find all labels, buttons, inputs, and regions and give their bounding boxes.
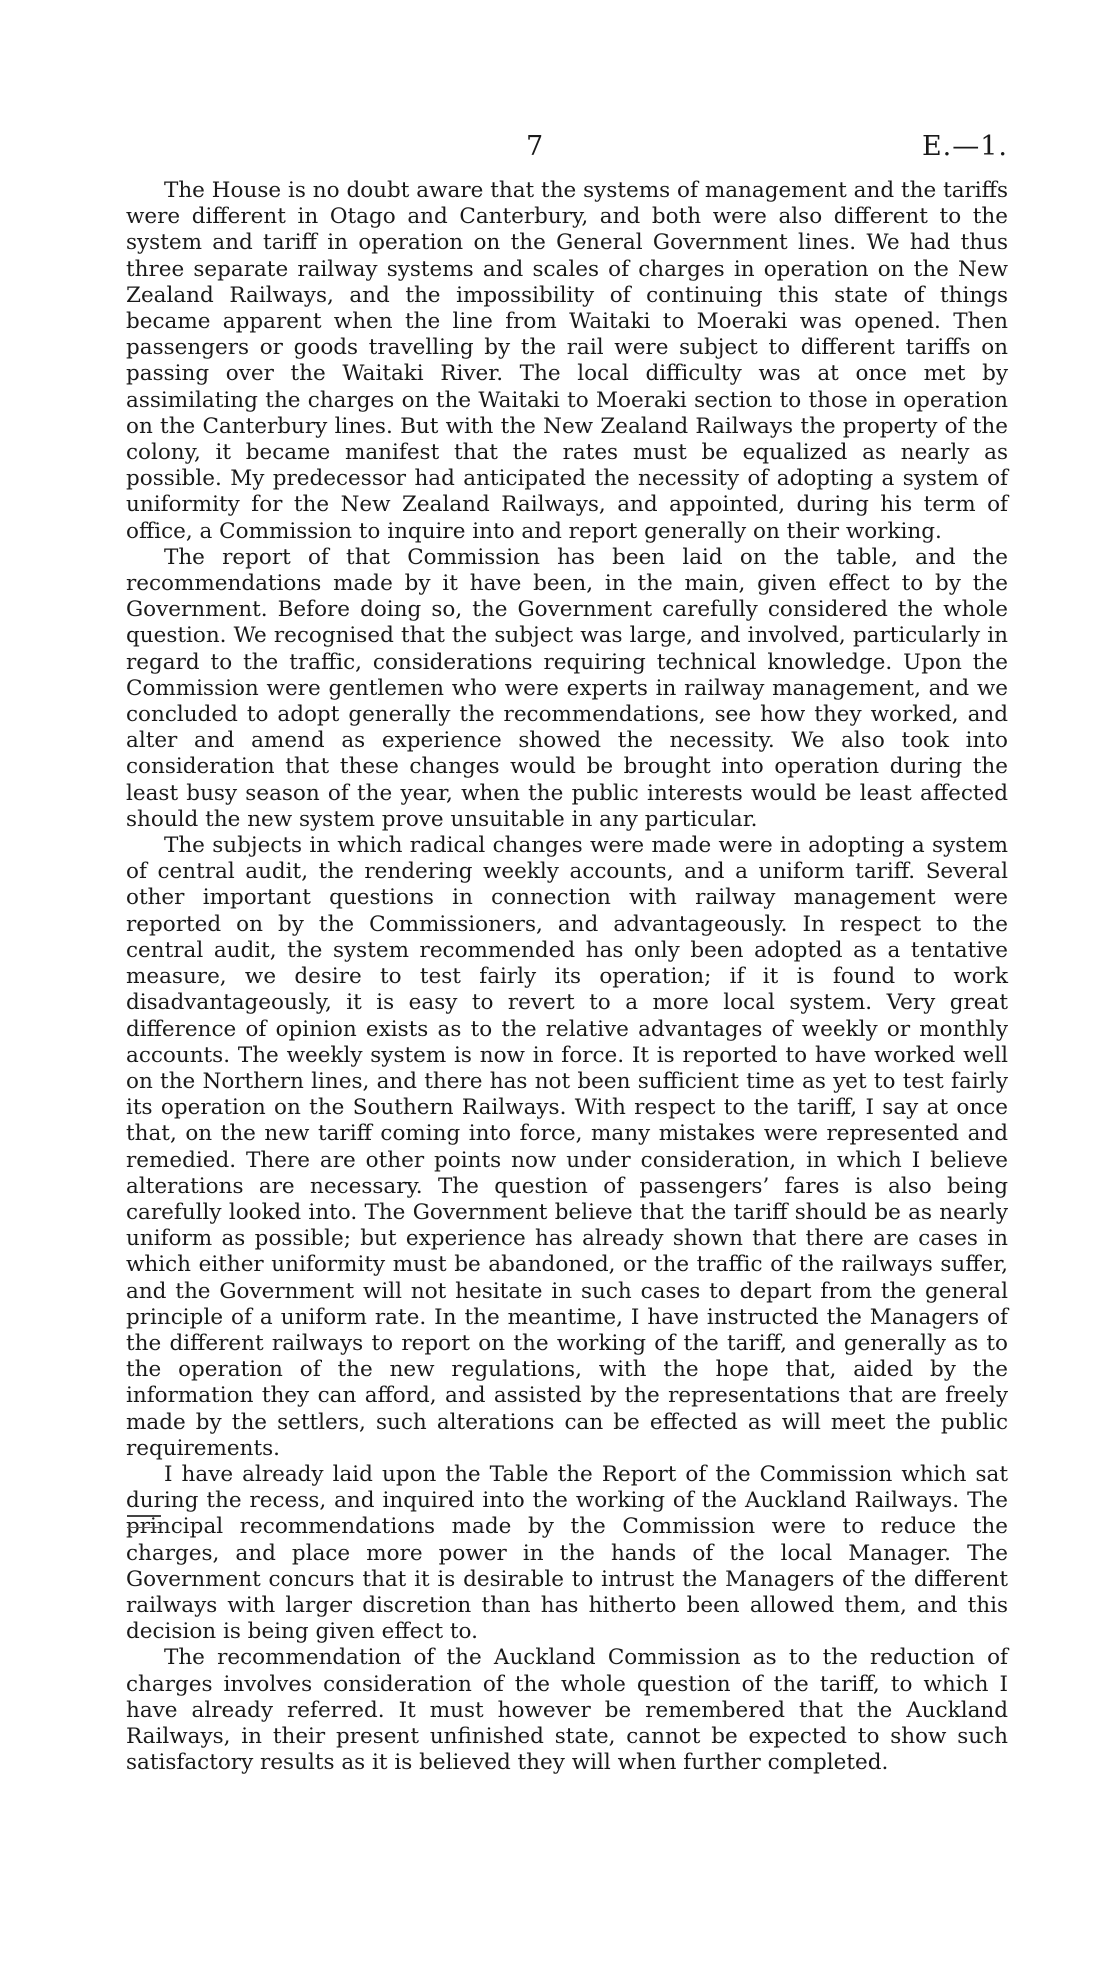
page-number: 7: [526, 131, 544, 162]
paragraph-systems-of-management: The House is no doubt aware that the systems of management and the tariffs were different in Otago and Canterbury, and both were also different to the system and tariff in operation on the General Government lines. We had thus three separate railway systems and scales of charges in operation on the New Zealand Railways, and the impossibility of continuing this state of things became apparent when the line from Waitaki to Moeraki was opened. Then passengers or goods travelling by the rail were subject to different tariffs on passing over the Waitaki River. The local difficulty was at once met by assimilating the charges on the Waitaki to Moeraki section to those in operation on the Canterbury lines. But with the New Zealand Railways the property of the colony, it became manifest that the rates must be equalized as nearly as possible. My predecessor had anticipated the necessity of adopting a system of uniformity for the New Zealand Railways, and appointed, during his term of office, a Commission to inquire into and report generally on their working.: [126, 178, 1008, 544]
paragraph-auckland-commission-report: I have already laid upon the Table the Report of the Commission which sat during the recess, and inquired into the working of the Auckland Railways. The principal recommendations made by the Commission were to reduce the charges, and place more power in the hands of the local Manager. The Government concurs that it is desirable to intrust the Managers of the different railways with larger discretion than has hitherto been allowed them, and this decision is being given effect to.: [126, 1461, 1008, 1645]
document-page: [126, 92, 1008, 1776]
section-code: E.—1.: [921, 131, 1008, 162]
paragraph-radical-changes: The subjects in which radical changes were made were in adopting a system of central audit, the rendering weekly accounts, and a uniform tariff. Several other important questions in connection with railway management were reported on by the Commissioners, and advantageously. In respect to the central audit, the system recommended has only been adopted as a tentative measure, we desire to test fairly its operation; if it is found to work disadvantageously, it is easy to revert to a more local system. Very great difference of opinion exists as to the relative advantages of weekly or monthly accounts. The weekly system is now in force. It is reported to have worked well on the Northern lines, and there has not been sufficient time as yet to test fairly its operation on the Southern Railways. With respect to the tariff, I say at once that, on the new tariff coming into force, many mistakes were represented and remedied. There are other points now under consideration, in which I believe alterations are necessary. The question of passengers’ fares is also being carefully looked into. The Government believe that the tariff should be as nearly uniform as possible; but experience has already shown that there are cases in which either uniformity must be abandoned, or the traffic of the railways suffer, and the Government will not hesitate in such cases to depart from the general principle of a uniform rate. In the meantime, I have instructed the Managers of the different railways to report on the working of the tariff, and generally as to the operation of the new regulations, with the hope that, aided by the information they can afford, and assisted by the representations that are freely made by the settlers, such alterations can be effected as will meet the public requirements.: [126, 833, 1008, 1461]
marginal-mark-icon: [127, 1515, 161, 1528]
body-text: [126, 178, 1008, 1776]
paragraph-commission-report: The report of that Commission has been laid on the table, and the recommendations made by it have been, in the main, given effect to by the Government. Before doing so, the Government carefully considered the whole question. We recognised that the subject was large, and involved, particularly in regard to the traffic, considerations requiring technical knowledge. Upon the Commission were gentlemen who were experts in railway management, and we concluded to adopt generally the recommendations, see how they worked, and alter and amend as experience showed the necessity. We also took into consideration that these changes would be brought into operation during the least busy season of the year, when the public interests would be least affected should the new system prove unsuitable in any particular.: [126, 544, 1008, 832]
page-header: [126, 92, 1008, 162]
paragraph-auckland-recommendation: The recommendation of the Auckland Commission as to the reduction of charges involves consideration of the whole question of the tariff, to which I have already referred. It must however be remembered that the Auckland Railways, in their present unfinished state, cannot be expected to show such satisfactory results as it is believed they will when further completed.: [126, 1645, 1008, 1776]
